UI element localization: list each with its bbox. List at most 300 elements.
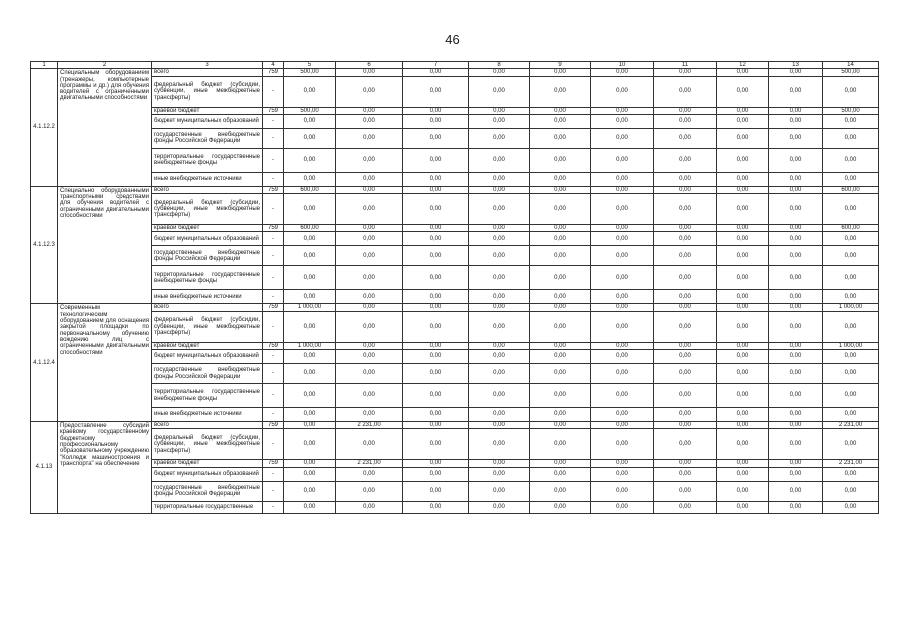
amount-cell-col-12: 0,00 bbox=[717, 408, 769, 422]
amount-cell-col-12: 0,00 bbox=[717, 266, 769, 290]
amount-cell-col-13: 0,00 bbox=[769, 69, 823, 76]
amount-cell-col-10: 0,00 bbox=[591, 342, 654, 349]
amount-cell-col-11: 0,00 bbox=[654, 114, 717, 128]
table-row bbox=[31, 350, 879, 364]
amount-cell-col-12: 0,00 bbox=[717, 304, 769, 311]
column-header-1: 1 bbox=[31, 62, 58, 69]
amount-cell-col-13: 0,00 bbox=[769, 422, 823, 429]
funding-source: территориальные государственные bbox=[152, 501, 263, 513]
table-row bbox=[31, 266, 879, 290]
amount-cell-col-14: 0,00 bbox=[823, 481, 879, 501]
amount-cell-col-13: 0,00 bbox=[769, 350, 823, 364]
amount-cell-col-7: 0,00 bbox=[403, 384, 469, 408]
amount-cell-col-8: 0,00 bbox=[469, 311, 530, 342]
amount-cell-col-10: 0,00 bbox=[591, 148, 654, 172]
amount-cell-col-14: 2 231,00 bbox=[823, 460, 879, 467]
amount-cell-col-8: 0,00 bbox=[469, 114, 530, 128]
budget-code-cell: - bbox=[263, 350, 284, 364]
budget-code-cell: - bbox=[263, 76, 284, 107]
amount-cell-col-5: 1 000,00 bbox=[284, 304, 336, 311]
amount-cell-col-11: 0,00 bbox=[654, 429, 717, 460]
amount-cell-col-8: 0,00 bbox=[469, 266, 530, 290]
item-name: Современным технологическим оборудованием для оснащения закрытой площадки по первоначальному обучению вождению лиц с ограниченными двигательными способностями bbox=[58, 304, 152, 422]
amount-cell-col-12: 0,00 bbox=[717, 246, 769, 266]
amount-cell-col-7: 0,00 bbox=[403, 186, 469, 193]
amount-cell-col-7: 0,00 bbox=[403, 342, 469, 349]
amount-cell-col-7: 0,00 bbox=[403, 128, 469, 148]
amount-cell-col-14: 0,00 bbox=[823, 194, 879, 225]
amount-cell-col-7: 0,00 bbox=[403, 501, 469, 513]
budget-code-cell: - bbox=[263, 467, 284, 481]
budget-code-cell: 759 bbox=[263, 107, 284, 114]
amount-cell-col-8: 0,00 bbox=[469, 364, 530, 384]
table-row bbox=[31, 290, 879, 304]
amount-cell-col-12: 0,00 bbox=[717, 350, 769, 364]
amount-cell-col-10: 0,00 bbox=[591, 186, 654, 193]
amount-cell-col-6: 0,00 bbox=[336, 114, 403, 128]
table-row bbox=[31, 364, 879, 384]
amount-cell-col-6: 0,00 bbox=[336, 194, 403, 225]
amount-cell-col-13: 0,00 bbox=[769, 290, 823, 304]
amount-cell-col-14: 500,00 bbox=[823, 69, 879, 76]
amount-cell-col-13: 0,00 bbox=[769, 246, 823, 266]
budget-code-cell: 759 bbox=[263, 460, 284, 467]
amount-cell-col-14: 0,00 bbox=[823, 467, 879, 481]
amount-cell-col-9: 0,00 bbox=[530, 501, 591, 513]
amount-cell-col-11: 0,00 bbox=[654, 501, 717, 513]
column-header-10: 10 bbox=[591, 62, 654, 69]
budget-code-cell: - bbox=[263, 311, 284, 342]
item-code: 4.1.12.4 bbox=[31, 304, 58, 422]
amount-cell-col-10: 0,00 bbox=[591, 225, 654, 232]
amount-cell-col-12: 0,00 bbox=[717, 172, 769, 186]
amount-cell-col-9: 0,00 bbox=[530, 225, 591, 232]
funding-source: всего bbox=[152, 186, 263, 193]
amount-cell-col-13: 0,00 bbox=[769, 467, 823, 481]
amount-cell-col-8: 0,00 bbox=[469, 422, 530, 429]
amount-cell-col-6: 0,00 bbox=[336, 186, 403, 193]
amount-cell-col-10: 0,00 bbox=[591, 429, 654, 460]
amount-cell-col-13: 0,00 bbox=[769, 172, 823, 186]
amount-cell-col-13: 0,00 bbox=[769, 311, 823, 342]
amount-cell-col-10: 0,00 bbox=[591, 194, 654, 225]
amount-cell-col-9: 0,00 bbox=[530, 107, 591, 114]
amount-cell-col-6: 0,00 bbox=[336, 225, 403, 232]
table-row bbox=[31, 69, 879, 76]
amount-cell-col-7: 0,00 bbox=[403, 172, 469, 186]
amount-cell-col-10: 0,00 bbox=[591, 350, 654, 364]
amount-cell-col-11: 0,00 bbox=[654, 69, 717, 76]
funding-source: бюджет муниципальных образований bbox=[152, 467, 263, 481]
funding-source: иные внебюджетные источники bbox=[152, 408, 263, 422]
item-code: 4.1.12.3 bbox=[31, 186, 58, 304]
amount-cell-col-14: 600,00 bbox=[823, 225, 879, 232]
amount-cell-col-9: 0,00 bbox=[530, 114, 591, 128]
amount-cell-col-14: 0,00 bbox=[823, 266, 879, 290]
table-row bbox=[31, 481, 879, 501]
amount-cell-col-14: 0,00 bbox=[823, 384, 879, 408]
column-header-8: 8 bbox=[469, 62, 530, 69]
funding-source: всего bbox=[152, 304, 263, 311]
amount-cell-col-9: 0,00 bbox=[530, 384, 591, 408]
amount-cell-col-13: 0,00 bbox=[769, 194, 823, 225]
amount-cell-col-5: 0,00 bbox=[284, 76, 336, 107]
column-header-3: 3 bbox=[152, 62, 263, 69]
amount-cell-col-11: 0,00 bbox=[654, 194, 717, 225]
amount-cell-col-12: 0,00 bbox=[717, 148, 769, 172]
budget-code-cell: - bbox=[263, 408, 284, 422]
amount-cell-col-8: 0,00 bbox=[469, 194, 530, 225]
amount-cell-col-9: 0,00 bbox=[530, 481, 591, 501]
amount-cell-col-10: 0,00 bbox=[591, 384, 654, 408]
amount-cell-col-9: 0,00 bbox=[530, 429, 591, 460]
amount-cell-col-5: 1 000,00 bbox=[284, 342, 336, 349]
amount-cell-col-10: 0,00 bbox=[591, 232, 654, 246]
amount-cell-col-12: 0,00 bbox=[717, 76, 769, 107]
budget-code-cell: - bbox=[263, 384, 284, 408]
amount-cell-col-7: 0,00 bbox=[403, 304, 469, 311]
amount-cell-col-7: 0,00 bbox=[403, 311, 469, 342]
table-row bbox=[31, 194, 879, 225]
amount-cell-col-13: 0,00 bbox=[769, 114, 823, 128]
table-row bbox=[31, 408, 879, 422]
amount-cell-col-6: 0,00 bbox=[336, 266, 403, 290]
amount-cell-col-6: 0,00 bbox=[336, 246, 403, 266]
budget-code-cell: 759 bbox=[263, 69, 284, 76]
amount-cell-col-10: 0,00 bbox=[591, 76, 654, 107]
amount-cell-col-12: 0,00 bbox=[717, 128, 769, 148]
amount-cell-col-6: 0,00 bbox=[336, 342, 403, 349]
funding-source: иные внебюджетные источники bbox=[152, 172, 263, 186]
amount-cell-col-14: 600,00 bbox=[823, 186, 879, 193]
column-header-13: 13 bbox=[769, 62, 823, 69]
amount-cell-col-8: 0,00 bbox=[469, 304, 530, 311]
amount-cell-col-5: 0,00 bbox=[284, 460, 336, 467]
column-header-12: 12 bbox=[717, 62, 769, 69]
amount-cell-col-7: 0,00 bbox=[403, 429, 469, 460]
amount-cell-col-14: 0,00 bbox=[823, 429, 879, 460]
amount-cell-col-5: 0,00 bbox=[284, 429, 336, 460]
amount-cell-col-10: 0,00 bbox=[591, 266, 654, 290]
amount-cell-col-7: 0,00 bbox=[403, 364, 469, 384]
item-name: Специальным оборудованием (тренажеры, компьютерные программы и др.) для обучения водителей с ограниченными двигательными способностями bbox=[58, 69, 152, 187]
table-row bbox=[31, 172, 879, 186]
funding-source: иные внебюджетные источники bbox=[152, 290, 263, 304]
amount-cell-col-14: 0,00 bbox=[823, 172, 879, 186]
funding-source: государственные внебюджетные фонды Российской Федерации bbox=[152, 128, 263, 148]
amount-cell-col-12: 0,00 bbox=[717, 186, 769, 193]
amount-cell-col-10: 0,00 bbox=[591, 364, 654, 384]
amount-cell-col-10: 0,00 bbox=[591, 246, 654, 266]
amount-cell-col-8: 0,00 bbox=[469, 481, 530, 501]
table-row bbox=[31, 232, 879, 246]
amount-cell-col-8: 0,00 bbox=[469, 107, 530, 114]
funding-source: федеральный бюджет (субсидии, субвенции, иные межбюджетные трансферты) bbox=[152, 194, 263, 225]
amount-cell-col-14: 0,00 bbox=[823, 232, 879, 246]
amount-cell-col-8: 0,00 bbox=[469, 186, 530, 193]
amount-cell-col-6: 0,00 bbox=[336, 304, 403, 311]
amount-cell-col-13: 0,00 bbox=[769, 266, 823, 290]
amount-cell-col-9: 0,00 bbox=[530, 290, 591, 304]
amount-cell-col-14: 0,00 bbox=[823, 408, 879, 422]
budget-code-cell: - bbox=[263, 172, 284, 186]
amount-cell-col-7: 0,00 bbox=[403, 266, 469, 290]
amount-cell-col-14: 0,00 bbox=[823, 148, 879, 172]
amount-cell-col-7: 0,00 bbox=[403, 114, 469, 128]
amount-cell-col-5: 0,00 bbox=[284, 266, 336, 290]
amount-cell-col-10: 0,00 bbox=[591, 460, 654, 467]
amount-cell-col-11: 0,00 bbox=[654, 266, 717, 290]
amount-cell-col-9: 0,00 bbox=[530, 342, 591, 349]
funding-source: всего bbox=[152, 422, 263, 429]
budget-code-cell: - bbox=[263, 194, 284, 225]
amount-cell-col-11: 0,00 bbox=[654, 148, 717, 172]
amount-cell-col-8: 0,00 bbox=[469, 232, 530, 246]
funding-source: краевой бюджет bbox=[152, 460, 263, 467]
amount-cell-col-11: 0,00 bbox=[654, 311, 717, 342]
amount-cell-col-7: 0,00 bbox=[403, 422, 469, 429]
table-row bbox=[31, 342, 879, 349]
budget-code-cell: - bbox=[263, 481, 284, 501]
amount-cell-col-8: 0,00 bbox=[469, 408, 530, 422]
table-row bbox=[31, 107, 879, 114]
amount-cell-col-13: 0,00 bbox=[769, 128, 823, 148]
amount-cell-col-11: 0,00 bbox=[654, 186, 717, 193]
amount-cell-col-12: 0,00 bbox=[717, 422, 769, 429]
funding-source: краевой бюджет bbox=[152, 342, 263, 349]
amount-cell-col-8: 0,00 bbox=[469, 76, 530, 107]
amount-cell-col-7: 0,00 bbox=[403, 246, 469, 266]
amount-cell-col-7: 0,00 bbox=[403, 76, 469, 107]
amount-cell-col-12: 0,00 bbox=[717, 342, 769, 349]
amount-cell-col-11: 0,00 bbox=[654, 384, 717, 408]
amount-cell-col-14: 0,00 bbox=[823, 246, 879, 266]
column-header-4: 4 bbox=[263, 62, 284, 69]
amount-cell-col-12: 0,00 bbox=[717, 501, 769, 513]
amount-cell-col-9: 0,00 bbox=[530, 128, 591, 148]
amount-cell-col-12: 0,00 bbox=[717, 194, 769, 225]
amount-cell-col-7: 0,00 bbox=[403, 225, 469, 232]
table-row bbox=[31, 246, 879, 266]
table-row bbox=[31, 422, 879, 429]
amount-cell-col-8: 0,00 bbox=[469, 342, 530, 349]
amount-cell-col-9: 0,00 bbox=[530, 311, 591, 342]
amount-cell-col-8: 0,00 bbox=[469, 172, 530, 186]
column-header-11: 11 bbox=[654, 62, 717, 69]
table-row bbox=[31, 467, 879, 481]
funding-source: федеральный бюджет (субсидии, субвенции, иные межбюджетные трансферты) bbox=[152, 311, 263, 342]
budget-code-cell: 759 bbox=[263, 304, 284, 311]
amount-cell-col-8: 0,00 bbox=[469, 148, 530, 172]
amount-cell-col-5: 0,00 bbox=[284, 148, 336, 172]
amount-cell-col-9: 0,00 bbox=[530, 408, 591, 422]
column-header-2: 2 bbox=[58, 62, 152, 69]
amount-cell-col-6: 2 231,00 bbox=[336, 460, 403, 467]
amount-cell-col-13: 0,00 bbox=[769, 225, 823, 232]
funding-source: государственные внебюджетные фонды Российской Федерации bbox=[152, 481, 263, 501]
table-row bbox=[31, 501, 879, 513]
amount-cell-col-5: 0,00 bbox=[284, 194, 336, 225]
amount-cell-col-6: 0,00 bbox=[336, 172, 403, 186]
table-row bbox=[31, 186, 879, 193]
amount-cell-col-9: 0,00 bbox=[530, 364, 591, 384]
amount-cell-col-8: 0,00 bbox=[469, 460, 530, 467]
amount-cell-col-12: 0,00 bbox=[717, 429, 769, 460]
budget-code-cell: 759 bbox=[263, 342, 284, 349]
amount-cell-col-14: 0,00 bbox=[823, 311, 879, 342]
amount-cell-col-8: 0,00 bbox=[469, 467, 530, 481]
amount-cell-col-12: 0,00 bbox=[717, 467, 769, 481]
amount-cell-col-5: 500,00 bbox=[284, 69, 336, 76]
amount-cell-col-10: 0,00 bbox=[591, 172, 654, 186]
amount-cell-col-14: 500,00 bbox=[823, 107, 879, 114]
budget-code-cell: 759 bbox=[263, 186, 284, 193]
amount-cell-col-10: 0,00 bbox=[591, 467, 654, 481]
amount-cell-col-6: 0,00 bbox=[336, 107, 403, 114]
column-header-9: 9 bbox=[530, 62, 591, 69]
amount-cell-col-11: 0,00 bbox=[654, 304, 717, 311]
amount-cell-col-5: 0,00 bbox=[284, 364, 336, 384]
budget-code-cell: - bbox=[263, 232, 284, 246]
amount-cell-col-8: 0,00 bbox=[469, 246, 530, 266]
amount-cell-col-14: 0,00 bbox=[823, 76, 879, 107]
amount-cell-col-5: 0,00 bbox=[284, 232, 336, 246]
column-header-14: 14 bbox=[823, 62, 879, 69]
table-row bbox=[31, 311, 879, 342]
amount-cell-col-6: 0,00 bbox=[336, 69, 403, 76]
amount-cell-col-6: 0,00 bbox=[336, 467, 403, 481]
amount-cell-col-13: 0,00 bbox=[769, 342, 823, 349]
amount-cell-col-5: 0,00 bbox=[284, 467, 336, 481]
table-row bbox=[31, 304, 879, 311]
amount-cell-col-6: 0,00 bbox=[336, 311, 403, 342]
amount-cell-col-11: 0,00 bbox=[654, 290, 717, 304]
item-code: 4.1.13 bbox=[31, 422, 58, 514]
amount-cell-col-5: 0,00 bbox=[284, 350, 336, 364]
amount-cell-col-14: 1 000,00 bbox=[823, 304, 879, 311]
amount-cell-col-7: 0,00 bbox=[403, 408, 469, 422]
amount-cell-col-10: 0,00 bbox=[591, 311, 654, 342]
table-row bbox=[31, 460, 879, 467]
amount-cell-col-14: 0,00 bbox=[823, 364, 879, 384]
amount-cell-col-9: 0,00 bbox=[530, 304, 591, 311]
table-body bbox=[31, 69, 879, 513]
amount-cell-col-5: 0,00 bbox=[284, 290, 336, 304]
column-header-7: 7 bbox=[403, 62, 469, 69]
amount-cell-col-11: 0,00 bbox=[654, 232, 717, 246]
funding-source: федеральный бюджет (субсидии, субвенции, иные межбюджетные трансферты) bbox=[152, 429, 263, 460]
amount-cell-col-12: 0,00 bbox=[717, 481, 769, 501]
amount-cell-col-10: 0,00 bbox=[591, 481, 654, 501]
table-row bbox=[31, 114, 879, 128]
amount-cell-col-8: 0,00 bbox=[469, 290, 530, 304]
funding-source: территориальные государственные внебюджетные фонды bbox=[152, 384, 263, 408]
amount-cell-col-10: 0,00 bbox=[591, 107, 654, 114]
amount-cell-col-7: 0,00 bbox=[403, 467, 469, 481]
amount-cell-col-6: 0,00 bbox=[336, 384, 403, 408]
amount-cell-col-14: 2 231,00 bbox=[823, 422, 879, 429]
amount-cell-col-9: 0,00 bbox=[530, 246, 591, 266]
amount-cell-col-10: 0,00 bbox=[591, 290, 654, 304]
amount-cell-col-9: 0,00 bbox=[530, 172, 591, 186]
amount-cell-col-8: 0,00 bbox=[469, 128, 530, 148]
amount-cell-col-9: 0,00 bbox=[530, 186, 591, 193]
amount-cell-col-10: 0,00 bbox=[591, 304, 654, 311]
amount-cell-col-5: 0,00 bbox=[284, 422, 336, 429]
amount-cell-col-7: 0,00 bbox=[403, 232, 469, 246]
amount-cell-col-11: 0,00 bbox=[654, 364, 717, 384]
amount-cell-col-7: 0,00 bbox=[403, 107, 469, 114]
table-row bbox=[31, 148, 879, 172]
amount-cell-col-11: 0,00 bbox=[654, 408, 717, 422]
amount-cell-col-14: 0,00 bbox=[823, 501, 879, 513]
amount-cell-col-5: 0,00 bbox=[284, 384, 336, 408]
item-code: 4.1.12.2 bbox=[31, 69, 58, 187]
amount-cell-col-6: 0,00 bbox=[336, 290, 403, 304]
amount-cell-col-13: 0,00 bbox=[769, 429, 823, 460]
amount-cell-col-6: 0,00 bbox=[336, 232, 403, 246]
budget-code-cell: - bbox=[263, 290, 284, 304]
amount-cell-col-13: 0,00 bbox=[769, 384, 823, 408]
funding-source: краевой бюджет bbox=[152, 107, 263, 114]
amount-cell-col-10: 0,00 bbox=[591, 69, 654, 76]
amount-cell-col-9: 0,00 bbox=[530, 148, 591, 172]
amount-cell-col-7: 0,00 bbox=[403, 460, 469, 467]
funding-source: бюджет муниципальных образований bbox=[152, 350, 263, 364]
amount-cell-col-11: 0,00 bbox=[654, 422, 717, 429]
amount-cell-col-8: 0,00 bbox=[469, 501, 530, 513]
amount-cell-col-14: 0,00 bbox=[823, 350, 879, 364]
item-name: Предоставление субсидий краевому государственному бюджетному профессиональному образовательному учреждению "Колледж машиностроения и транспорта" на обеспечение bbox=[58, 422, 152, 514]
page-number: 46 bbox=[445, 32, 460, 47]
amount-cell-col-9: 0,00 bbox=[530, 76, 591, 107]
funding-source: территориальные государственные внебюджетные фонды bbox=[152, 148, 263, 172]
budget-code-cell: - bbox=[263, 114, 284, 128]
amount-cell-col-10: 0,00 bbox=[591, 501, 654, 513]
amount-cell-col-6: 0,00 bbox=[336, 481, 403, 501]
amount-cell-col-5: 0,00 bbox=[284, 114, 336, 128]
budget-code-cell: - bbox=[263, 128, 284, 148]
amount-cell-col-8: 0,00 bbox=[469, 429, 530, 460]
amount-cell-col-6: 0,00 bbox=[336, 128, 403, 148]
amount-cell-col-7: 0,00 bbox=[403, 350, 469, 364]
amount-cell-col-6: 0,00 bbox=[336, 408, 403, 422]
table-row bbox=[31, 128, 879, 148]
amount-cell-col-10: 0,00 bbox=[591, 128, 654, 148]
amount-cell-col-6: 0,00 bbox=[336, 76, 403, 107]
amount-cell-col-5: 0,00 bbox=[284, 128, 336, 148]
amount-cell-col-12: 0,00 bbox=[717, 364, 769, 384]
amount-cell-col-7: 0,00 bbox=[403, 194, 469, 225]
amount-cell-col-13: 0,00 bbox=[769, 148, 823, 172]
budget-code-cell: - bbox=[263, 364, 284, 384]
amount-cell-col-11: 0,00 bbox=[654, 350, 717, 364]
budget-code-cell: - bbox=[263, 501, 284, 513]
funding-source: краевой бюджет bbox=[152, 225, 263, 232]
amount-cell-col-6: 0,00 bbox=[336, 364, 403, 384]
item-name: Специально оборудованными транспортными средствами для обучения водителей с ограниченными двигательными способностями bbox=[58, 186, 152, 304]
amount-cell-col-5: 600,00 bbox=[284, 225, 336, 232]
amount-cell-col-7: 0,00 bbox=[403, 481, 469, 501]
amount-cell-col-6: 0,00 bbox=[336, 148, 403, 172]
amount-cell-col-5: 0,00 bbox=[284, 501, 336, 513]
amount-cell-col-5: 600,00 bbox=[284, 186, 336, 193]
budget-code-cell: - bbox=[263, 429, 284, 460]
table-row bbox=[31, 76, 879, 107]
budget-table-container bbox=[30, 61, 878, 514]
amount-cell-col-13: 0,00 bbox=[769, 501, 823, 513]
amount-cell-col-9: 0,00 bbox=[530, 467, 591, 481]
